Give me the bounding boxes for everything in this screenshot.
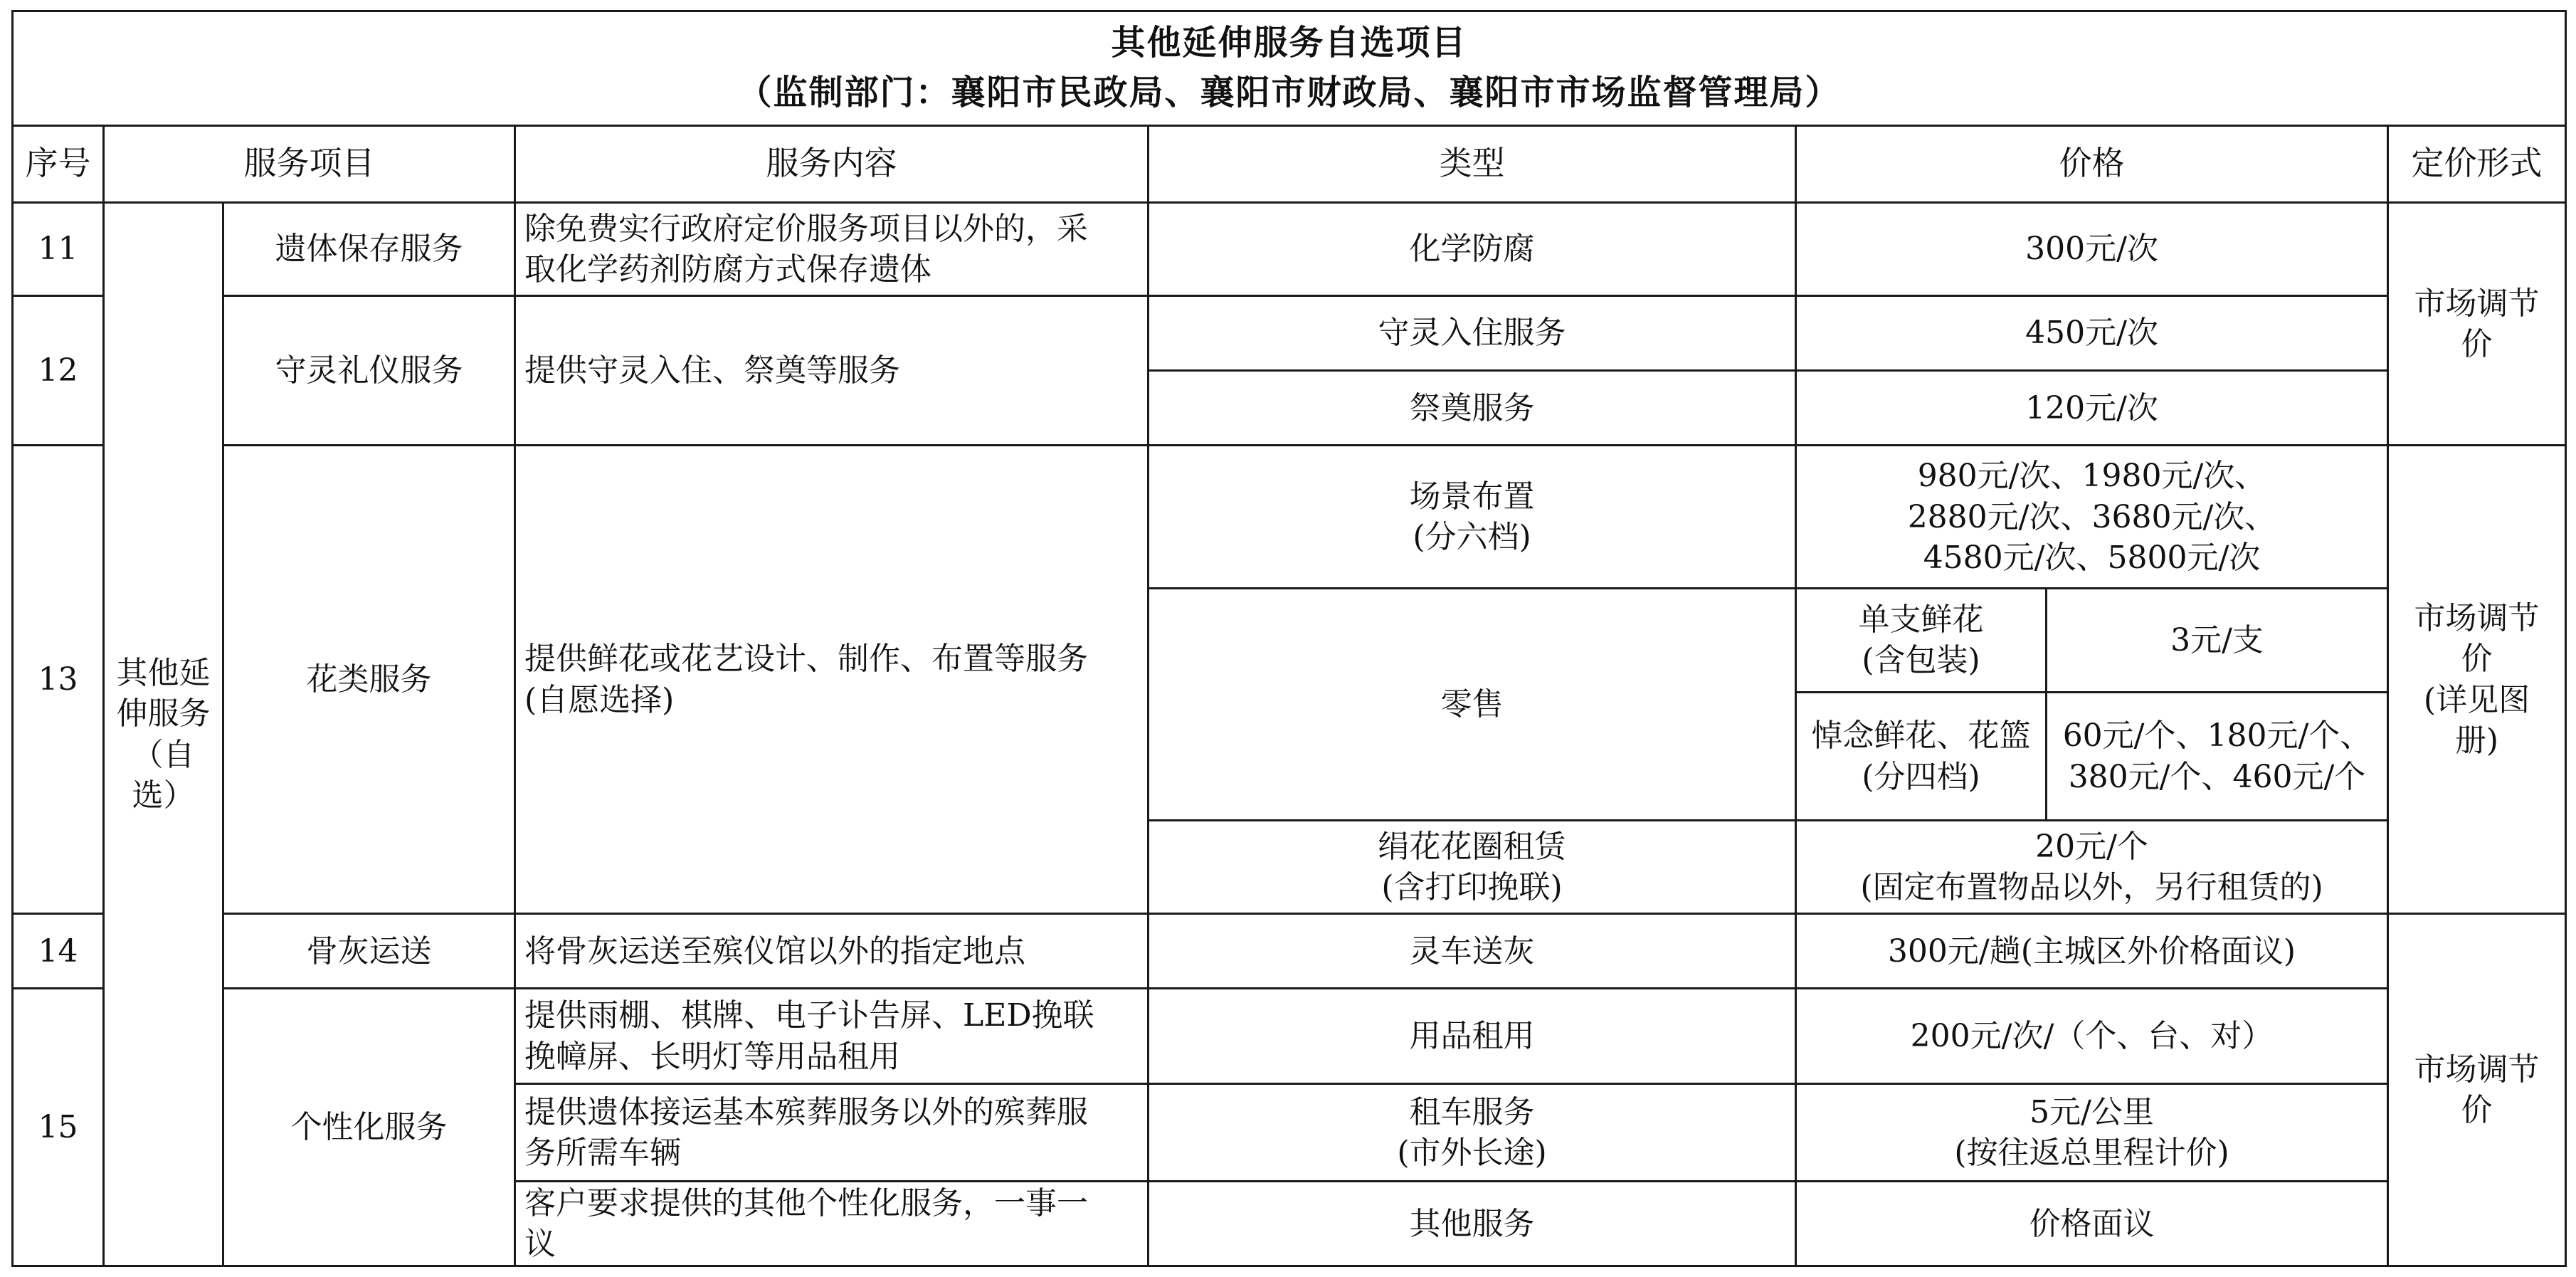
- header-price: 价格: [1796, 125, 2388, 202]
- subtype-cell: 单支鲜花 (含包装): [1796, 589, 2047, 693]
- content-cell: 除免费实行政府定价服务项目以外的，采 取化学药剂防腐方式保存遗体: [515, 203, 1149, 296]
- table-row: [13, 989, 2566, 1084]
- table-row: [13, 203, 2566, 296]
- pricing-cell: 市场调节 价 (详见图 册): [2388, 446, 2566, 914]
- category-cell: 其他延 伸服务 （自选）: [104, 203, 223, 1266]
- type-cell: 用品租用: [1149, 989, 1796, 1084]
- type-cell: 祭奠服务: [1149, 370, 1796, 445]
- subtype-cell: 悼念鲜花、花篮 (分四档): [1796, 692, 2047, 821]
- title-line-1: 其他延伸服务自选项目: [1111, 23, 1467, 63]
- header-item: 服务项目: [104, 125, 515, 202]
- seq-cell: 15: [13, 989, 104, 1266]
- type-cell: 租车服务 (市外长途): [1149, 1083, 1796, 1182]
- header-type: 类型: [1149, 125, 1796, 202]
- item-name-cell: 守灵礼仪服务: [223, 295, 515, 446]
- price-cell: 价格面议: [1796, 1182, 2388, 1266]
- table-row: [13, 295, 2566, 370]
- item-name-cell: 花类服务: [223, 446, 515, 914]
- content-cell: 将骨灰运送至殡仪馆以外的指定地点: [515, 913, 1149, 988]
- content-cell: 提供遗体接运基本殡葬服务以外的殡葬服 务所需车辆: [515, 1083, 1149, 1182]
- price-cell: 300元/趟(主城区外价格面议): [1796, 913, 2388, 988]
- price-cell: 5元/公里 (按往返总里程计价): [1796, 1083, 2388, 1182]
- price-cell: 3元/支: [2047, 589, 2388, 693]
- price-cell: 300元/次: [1796, 203, 2388, 296]
- table-row: [13, 913, 2566, 988]
- price-cell: 120元/次: [1796, 370, 2388, 445]
- content-cell: 客户要求提供的其他个性化服务，一事一 议: [515, 1182, 1149, 1266]
- seq-cell: 12: [13, 295, 104, 446]
- table-title: [13, 11, 2566, 126]
- header-seq: 序号: [13, 125, 104, 202]
- type-cell: 守灵入住服务: [1149, 295, 1796, 370]
- content-cell: 提供雨棚、棋牌、电子讣告屏、LED挽联 挽幛屏、长明灯等用品租用: [515, 989, 1149, 1084]
- table-row: [13, 446, 2566, 589]
- title-row: [13, 11, 2566, 126]
- type-cell: 零售: [1149, 589, 1796, 821]
- price-cell: 980元/次、1980元/次、 2880元/次、3680元/次、 4580元/次、5800元/次: [1796, 446, 2388, 589]
- price-cell: 20元/个 (固定布置物品以外，另行租赁的): [1796, 821, 2388, 914]
- pricing-cell: 市场调节 价: [2388, 203, 2566, 446]
- price-cell: 200元/次/（个、台、对）: [1796, 989, 2388, 1084]
- content-cell: 提供守灵入住、祭奠等服务: [515, 295, 1149, 446]
- header-content: 服务内容: [515, 125, 1149, 202]
- seq-cell: 11: [13, 203, 104, 296]
- type-cell: 化学防腐: [1149, 203, 1796, 296]
- item-name-cell: 遗体保存服务: [223, 203, 515, 296]
- item-name-cell: 骨灰运送: [223, 913, 515, 988]
- type-cell: 其他服务: [1149, 1182, 1796, 1266]
- seq-cell: 14: [13, 913, 104, 988]
- title-line-2: （监制部门：襄阳市民政局、襄阳市财政局、襄阳市市场监督管理局）: [737, 72, 1841, 112]
- price-cell: 450元/次: [1796, 295, 2388, 370]
- type-cell: 绢花花圈租赁 (含打印挽联): [1149, 821, 1796, 914]
- seq-cell: 13: [13, 446, 104, 914]
- price-table: [11, 10, 2567, 1267]
- header-row: [13, 125, 2566, 202]
- type-cell: 场景布置 (分六档): [1149, 446, 1796, 589]
- type-cell: 灵车送灰: [1149, 913, 1796, 988]
- item-name-cell: 个性化服务: [223, 989, 515, 1266]
- content-cell: 提供鲜花或花艺设计、制作、布置等服务 (自愿选择): [515, 446, 1149, 914]
- header-pricing: 定价形式: [2388, 125, 2566, 202]
- pricing-cell: 市场调节 价: [2388, 913, 2566, 1266]
- price-cell: 60元/个、180元/个、 380元/个、460元/个: [2047, 692, 2388, 821]
